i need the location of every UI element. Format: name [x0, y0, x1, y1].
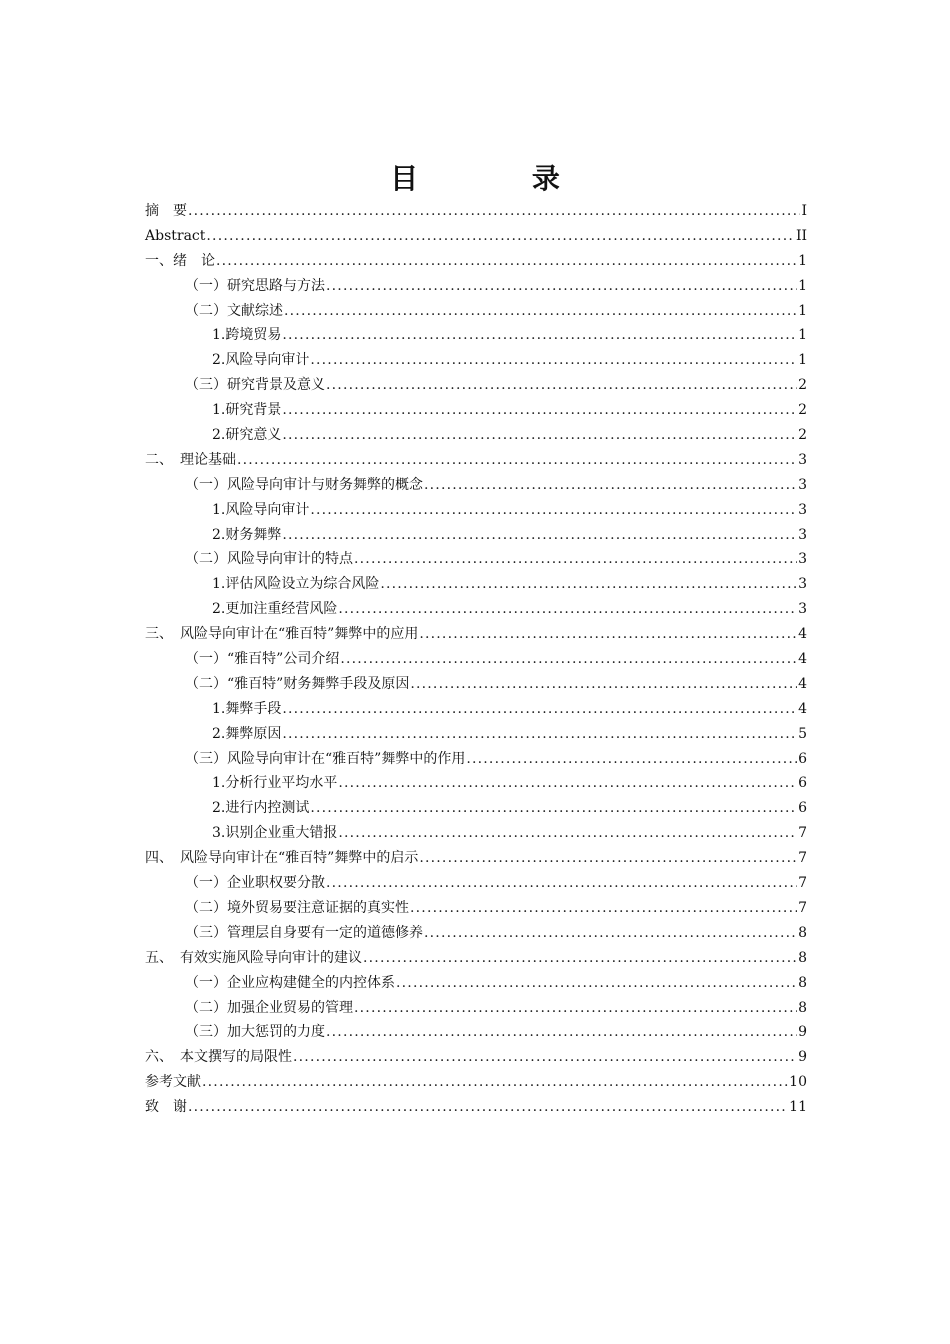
toc-leader-dots: [310, 498, 797, 523]
toc-entry-page: 7: [798, 825, 807, 842]
toc-entry-label: （二）“雅百特”财务舞弊手段及原因: [185, 675, 410, 692]
toc-entry-label: 1.舞弊手段: [212, 700, 282, 717]
toc-entry[interactable]: [145, 722, 807, 747]
toc-entry-label: （二）文献综述: [185, 302, 283, 319]
toc-leader-dots: [282, 398, 797, 423]
toc-leader-dots: [326, 1020, 797, 1045]
toc-entry-label: 参考文献: [145, 1074, 201, 1091]
toc-leader-dots: [338, 771, 797, 796]
toc-leader-dots: [354, 996, 797, 1021]
toc-leader-dots: [424, 473, 797, 498]
toc-entry-label: 致 谢: [145, 1099, 187, 1116]
toc-entry-page: 4: [798, 651, 807, 668]
toc-entry[interactable]: [145, 224, 807, 249]
toc-entry-page: 5: [798, 725, 807, 742]
toc-entry-page: 3: [798, 576, 807, 593]
toc-entry-label: 1.研究背景: [212, 402, 282, 419]
toc-entry-label: （二）风险导向审计的特点: [185, 551, 353, 568]
toc-leader-dots: [466, 747, 797, 772]
toc-leader-dots: [188, 1095, 788, 1120]
toc-entry[interactable]: [145, 498, 807, 523]
toc-entry[interactable]: [145, 523, 807, 548]
toc-entry[interactable]: [145, 572, 807, 597]
toc-entry-page: 9: [798, 1024, 807, 1041]
toc-entry-page: 4: [798, 626, 807, 643]
toc-entry-label: （一）“雅百特”公司介绍: [185, 651, 340, 668]
toc-entry-label: （一）研究思路与方法: [185, 277, 325, 294]
toc-entry[interactable]: [145, 274, 807, 299]
toc-entry[interactable]: [145, 249, 807, 274]
toc-leader-dots: [340, 647, 797, 672]
toc-entry[interactable]: [145, 1095, 807, 1120]
toc-entry[interactable]: [145, 672, 807, 697]
toc-entry-label: 二、 理论基础: [145, 451, 236, 468]
toc-entry[interactable]: [145, 921, 807, 946]
toc-entry-label: 摘 要: [145, 203, 187, 219]
toc-entry-label: （二）境外贸易要注意证据的真实性: [185, 899, 409, 916]
toc-entry[interactable]: [145, 323, 807, 348]
toc-entry-page: 7: [798, 875, 807, 892]
toc-entry-label: （一）企业应构建健全的内控体系: [185, 974, 395, 991]
toc-entry[interactable]: [145, 547, 807, 572]
toc-leader-dots: [410, 896, 797, 921]
toc-leader-dots: [424, 921, 797, 946]
toc-entry[interactable]: [145, 398, 807, 423]
toc-entry[interactable]: [145, 622, 807, 647]
toc-leader-dots: [293, 1045, 797, 1070]
toc-entry[interactable]: [145, 1045, 807, 1070]
toc-leader-dots: [326, 373, 797, 398]
toc-entry[interactable]: [145, 348, 807, 373]
toc-leader-dots: [284, 299, 797, 324]
toc-entry-label: （三）加大惩罚的力度: [185, 1024, 325, 1041]
toc-entry-label: 1.评估风险设立为综合风险: [212, 576, 380, 593]
toc-leader-dots: [326, 274, 797, 299]
toc-entry[interactable]: [145, 473, 807, 498]
toc-leader-dots: [188, 199, 800, 224]
toc-entry-page: 2: [798, 427, 807, 444]
toc-leader-dots: [419, 622, 797, 647]
toc-entry[interactable]: [145, 647, 807, 672]
toc-entry-page: 3: [798, 451, 807, 468]
toc-entry[interactable]: [145, 946, 807, 971]
toc-entry[interactable]: [145, 448, 807, 473]
page-title: 目 录: [390, 162, 612, 195]
toc-entry-label: 2.风险导向审计: [212, 352, 310, 369]
toc-entry-label: 1.跨境贸易: [212, 327, 282, 344]
toc-entry-page: 3: [798, 551, 807, 568]
toc-leader-dots: [326, 871, 797, 896]
toc-entry-label: 四、 风险导向审计在“雅百特”舞弊中的启示: [145, 850, 419, 867]
toc-entry-label: （三）研究背景及意义: [185, 377, 325, 394]
toc-entry-page: 4: [798, 675, 807, 692]
toc-entry-page: 3: [798, 476, 807, 493]
toc-entry-label: 2.进行内控测试: [212, 800, 310, 817]
toc-entry-label: Abstract: [145, 227, 206, 244]
toc-leader-dots: [354, 547, 797, 572]
toc-entry-page: 2: [798, 377, 807, 394]
toc-leader-dots: [380, 572, 797, 597]
toc-entry-page: 6: [798, 750, 807, 767]
toc-entry[interactable]: [145, 846, 807, 871]
toc-entry[interactable]: [145, 697, 807, 722]
toc-leader-dots: [282, 722, 797, 747]
toc-entry-page: 8: [798, 999, 807, 1016]
toc-leader-dots: [216, 249, 797, 274]
toc-entry[interactable]: [145, 373, 807, 398]
toc-entry[interactable]: [145, 1020, 807, 1045]
toc-entry-label: （一）风险导向审计与财务舞弊的概念: [185, 476, 423, 493]
toc-entry-label: 五、 有效实施风险导向审计的建议: [145, 949, 362, 966]
toc-entry-label: （三）风险导向审计在“雅百特”舞弊中的作用: [185, 750, 466, 767]
toc-entry-page: 8: [798, 974, 807, 991]
toc-entry[interactable]: [145, 821, 807, 846]
toc-entry[interactable]: [145, 299, 807, 324]
toc-entry[interactable]: [145, 796, 807, 821]
toc-leader-dots: [282, 423, 797, 448]
toc-entry-page: 1: [798, 327, 807, 344]
toc-entry-label: 2.更加注重经营风险: [212, 601, 338, 618]
toc-entry-label: 三、 风险导向审计在“雅百特”舞弊中的应用: [145, 626, 419, 643]
toc-entry-label: （三）管理层自身要有一定的道德修养: [185, 924, 423, 941]
toc-leader-dots: [338, 597, 797, 622]
toc-entry[interactable]: [145, 747, 807, 772]
toc-entry[interactable]: [145, 199, 807, 224]
toc-leader-dots: [282, 523, 797, 548]
toc-entry[interactable]: [145, 971, 807, 996]
toc-entry-label: 2.舞弊原因: [212, 725, 282, 742]
toc-entry-page: 1: [798, 252, 807, 269]
toc-entry-page: 4: [798, 700, 807, 717]
toc-entry[interactable]: [145, 996, 807, 1021]
toc-entry[interactable]: [145, 771, 807, 796]
toc-entry-label: （一）企业职权要分散: [185, 875, 325, 892]
toc-entry-page: 11: [789, 1099, 807, 1116]
toc-entry-page: 1: [798, 302, 807, 319]
toc-entry-page: 6: [798, 800, 807, 817]
toc-entry-page: 7: [798, 899, 807, 916]
toc-entry-page: 3: [798, 501, 807, 518]
toc-entry-label: 2.财务舞弊: [212, 526, 282, 543]
toc-leader-dots: [396, 971, 797, 996]
toc-entry-page: 7: [798, 850, 807, 867]
toc-entry-page: 3: [798, 526, 807, 543]
toc-entry-label: （二）加强企业贸易的管理: [185, 999, 353, 1016]
toc-entry-label: 六、 本文撰写的局限性: [145, 1049, 292, 1066]
toc-entry-label: 2.研究意义: [212, 427, 282, 444]
toc-entry-page: 8: [798, 924, 807, 941]
toc-entry[interactable]: [145, 871, 807, 896]
toc-entry-page: 10: [789, 1074, 807, 1091]
toc-entry-page: 2: [798, 402, 807, 419]
toc-entry-label: 3.识别企业重大错报: [212, 825, 338, 842]
toc-entry[interactable]: [145, 597, 807, 622]
toc-leader-dots: [310, 348, 797, 373]
toc-leader-dots: [237, 448, 797, 473]
toc-entry-page: 1: [798, 352, 807, 369]
toc-entry-label: 一、绪 论: [145, 252, 215, 269]
table-of-contents: [145, 199, 807, 1120]
toc-leader-dots: [282, 323, 797, 348]
toc-leader-dots: [202, 1070, 788, 1095]
toc-leader-dots: [206, 224, 795, 249]
toc-entry-page: 1: [798, 277, 807, 294]
toc-leader-dots: [310, 796, 797, 821]
toc-entry-label: 1.风险导向审计: [212, 501, 310, 518]
toc-entry[interactable]: [145, 1070, 807, 1095]
toc-entry-page: 6: [798, 775, 807, 792]
toc-entry-page: 8: [798, 949, 807, 966]
toc-entry-label: 1.分析行业平均水平: [212, 775, 338, 792]
toc-entry-page: I: [801, 203, 807, 219]
toc-entry[interactable]: [145, 896, 807, 921]
toc-leader-dots: [282, 697, 797, 722]
toc-leader-dots: [410, 672, 797, 697]
toc-leader-dots: [419, 846, 797, 871]
toc-leader-dots: [338, 821, 797, 846]
toc-entry-page: 9: [798, 1049, 807, 1066]
toc-entry[interactable]: [145, 423, 807, 448]
toc-entry-page: II: [795, 227, 807, 244]
toc-entry-page: 3: [798, 601, 807, 618]
toc-leader-dots: [363, 946, 797, 971]
